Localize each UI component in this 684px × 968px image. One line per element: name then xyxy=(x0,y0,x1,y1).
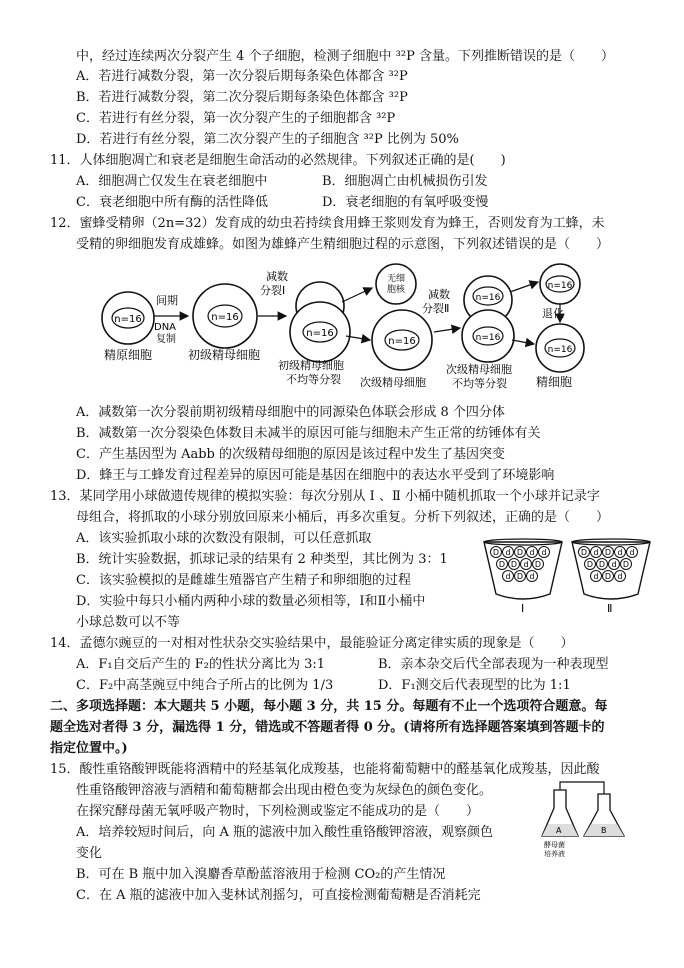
culture-label-b: 培养液 xyxy=(544,850,565,858)
flask-b-label: B xyxy=(601,826,607,835)
ball-letter: D xyxy=(498,560,506,569)
q12-stem-line1: 12．蜜蜂受精卵（2n=32）发育成的幼虫若持续食用蜂王浆则发育为蜂王，否则发育为工蜂，未 xyxy=(50,216,605,231)
cell-label: n=16 xyxy=(211,312,239,323)
q15-option-a-line2: 变化 xyxy=(76,846,103,861)
q10-stem: 中，经过连续两次分裂产生 4 个子细胞，检测子细胞中 ³²P 含量。下列推断错误的是（ ） xyxy=(76,49,614,64)
q12-option-a: A．减数第一次分裂前期初级精母细胞中的同源染色体联会形成 8 个四分体 xyxy=(76,405,505,420)
q15-stem-line3: 在探究酵母菌无氧呼吸产物时，下列检测或鉴定不能成功的是（ ） xyxy=(76,804,480,819)
q11-option-d: D．衰老细胞的有氧呼吸变慢 xyxy=(322,195,489,210)
arrow-meiosis2 xyxy=(434,328,460,332)
bucket-2-label: Ⅱ xyxy=(607,602,613,614)
q11-option-a: A．细胞凋亡仅发生在衰老细胞中 xyxy=(76,174,268,189)
q10-option-a: A．若进行减数分裂，第一次分裂后期每条染色体都含 ³²P xyxy=(76,69,408,84)
dividing-primary-cell xyxy=(290,282,350,362)
label-primary-unequal-a: 初级精母细胞 xyxy=(278,359,344,372)
q14-option-d: D．F₁测交后代表现型的比为 1:1 xyxy=(378,678,571,693)
primary-spermatocyte-cell xyxy=(193,284,257,348)
q14-option-c: C．F₂中高茎豌豆中纯合子所占的比例为 1/3 xyxy=(76,678,334,693)
label-secondary-unequal-a: 次级精母细胞 xyxy=(446,363,512,376)
cell-label: n=16 xyxy=(306,328,334,339)
q12-option-c: C．产生基因型为 Aabb 的次级精母细胞的原因是该过程中发生了基因突变 xyxy=(76,447,505,462)
q11-option-b: B．细胞凋亡由机械损伤引发 xyxy=(322,174,488,189)
flask-a-label: A xyxy=(556,826,562,835)
ball-letter: D xyxy=(516,572,524,581)
flask-a xyxy=(542,790,578,836)
flasks-figure xyxy=(534,780,644,862)
ball-letter: D xyxy=(604,548,612,557)
ball-letter: d xyxy=(617,548,623,557)
cell-label: n=16 xyxy=(475,333,501,343)
culture-label-a: 酵母菌 xyxy=(544,841,565,849)
balls xyxy=(491,547,638,582)
q13-stem-line1: 13．某同学用小球做遗传规律的模拟实验：每次分别从 Ⅰ 、Ⅱ 小桶中随机抓取一个小球并记录字 xyxy=(50,489,600,504)
q13-option-a: A．该实验抓取小球的次数没有限制，可以任意抓取 xyxy=(76,531,372,546)
flask-b xyxy=(584,794,624,836)
arrow-to-sperm xyxy=(512,340,534,344)
label-meiosis2-b: 分裂Ⅱ xyxy=(422,302,450,315)
cell-label: n=16 xyxy=(547,345,573,355)
q11-option-c: C．衰老细胞中所有酶的活性降低 xyxy=(76,195,268,210)
label-dna: DNA xyxy=(154,322,177,333)
label-degenerate: 退化 xyxy=(542,307,564,320)
q10-option-b: B．若进行减数分裂，第二次分裂后期每条染色体都含 ³²P xyxy=(76,90,408,105)
buckets-figure xyxy=(480,538,656,614)
ball-letter: d xyxy=(505,548,511,557)
arrow-to-anuclear xyxy=(342,288,372,302)
ball-letter: d xyxy=(629,548,635,557)
q13-option-d-line2: 小球总数可以不等 xyxy=(76,615,181,630)
section2-line2: 题全选对者得 3 分，漏选得 1 分，错选或不答题者得 0 分。(请将所有选择题答案填到答题卡的 xyxy=(50,720,605,735)
ball-letter: D xyxy=(510,560,518,569)
q14-option-b: B．亲本杂交后代全部表现为一种表现型 xyxy=(378,657,609,672)
q11-stem: 11．人体细胞凋亡和衰老是细胞生命活动的必然规律。下列叙述正确的是( ) xyxy=(50,153,506,168)
cell-label: n=16 xyxy=(475,293,501,303)
label-sperm: 精细胞 xyxy=(536,375,573,389)
label-anuclear-a: 无细 xyxy=(386,274,406,284)
ball-letter: D xyxy=(492,548,500,557)
q13-stem-line2: 母组合，将抓取的小球分别放回原来小桶后，再多次重复。分析下列叙述，正确的是（ ） xyxy=(76,510,610,525)
label-replication: 复制 xyxy=(156,334,176,345)
ball-letter: d xyxy=(541,548,547,557)
ball-letter: d xyxy=(611,560,617,569)
spermatogonium-cell xyxy=(102,292,154,344)
dividing-secondary-cell xyxy=(462,276,514,362)
ball-letter: d xyxy=(529,548,535,557)
label-interphase: 间期 xyxy=(156,294,178,307)
ball-letter: D xyxy=(604,572,612,581)
ball-letter: d xyxy=(593,572,599,581)
ball-letter: d xyxy=(523,560,529,569)
q10-option-c: C．若进行有丝分裂，第一次分裂产生的子细胞都含 ³²P xyxy=(76,111,396,126)
label-anuclear-b: 胞核 xyxy=(386,285,406,295)
ball-letter: D xyxy=(580,548,588,557)
label-secondary: 次级精母细胞 xyxy=(360,376,426,389)
ball-letter: D xyxy=(598,560,606,569)
bucket-1-label: Ⅰ xyxy=(521,602,525,614)
q15-option-a-line1: A．培养较短时间后，向 A 瓶的滤液中加入酸性重铬酸钾溶液，观察颜色 xyxy=(76,825,494,840)
spermatogenesis-diagram xyxy=(90,262,590,398)
arrow-to-degenerate xyxy=(510,282,538,292)
q12-option-b: B．减数第一次分裂染色体数目未减半的原因可能与细胞未产生正常的纺锤体有关 xyxy=(76,426,541,441)
q12-option-d: D．蜂王与工蜂发育过程差异的原因可能是基因在细胞中的表达水平受到了环境影响 xyxy=(76,468,555,483)
ball-letter: D xyxy=(534,560,542,569)
anucleate-cell xyxy=(376,264,416,304)
section2-line3: 指定位置中。) xyxy=(50,741,128,756)
q15-option-c: C．在 A 瓶的滤液中加入斐林试剂摇匀，可直接检测葡萄糖是否消耗完 xyxy=(76,888,481,903)
q13-option-d-line1: D．实验中每只小桶内两种小球的数量必须相等，Ⅰ和Ⅱ小桶中 xyxy=(76,594,426,609)
q14-stem: 14．孟德尔豌豆的一对相对性状杂交实验结果中，最能验证分离定律实质的现象是（ ） xyxy=(50,636,574,651)
q15-stem-line1: 15．酸性重铬酸钾既能将酒精中的羟基氧化成羧基，也能将葡萄糖中的醛基氧化成羧基，因此酸 xyxy=(50,762,600,777)
cell-label: n=16 xyxy=(547,281,573,291)
q15-option-b: B．可在 B 瓶中加入溴麝香草酚蓝溶液用于检测 CO₂的产生情况 xyxy=(76,867,446,882)
label-primary: 初级精母细胞 xyxy=(188,348,261,362)
label-secondary-unequal-b: 不均等分裂 xyxy=(452,377,507,390)
label-primary-unequal-b: 不均等分裂 xyxy=(286,373,341,386)
q13-option-c: C．该实验模拟的是雌雄生殖器官产生精子和卵细胞的过程 xyxy=(76,573,411,588)
section2-line1: 二、多项选择题：本大题共 5 小题，每小题 3 分，共 15 分。每题有不止一个选项符合题意。每 xyxy=(50,699,608,714)
q15-stem-line2: 性重铬酸钾溶液与酒精和葡萄糖都会出现由橙色变为灰绿色的颜色变化。 xyxy=(76,783,493,798)
ball-letter: d xyxy=(505,572,511,581)
label-meiosis2-a: 减数 xyxy=(428,288,450,301)
cell-label: n=16 xyxy=(388,336,416,347)
label-spermatogonium: 精原细胞 xyxy=(104,348,153,362)
label-meiosis1-b: 分裂Ⅰ xyxy=(260,284,286,297)
ball-letter: D xyxy=(586,560,594,569)
ball-letter: d xyxy=(593,548,599,557)
q10-option-d: D．若进行有丝分裂，第二次分裂产生的子细胞含 ³²P 比例为 50% xyxy=(76,132,459,147)
secondary-spermatocyte-cell xyxy=(372,310,432,370)
label-meiosis1-a: 减数 xyxy=(266,270,288,283)
q12-stem-line2: 受精的卵细胞发育成雄蜂。如图为雄蜂产生精细胞过程的示意图，下列叙述错误的是（ ） xyxy=(76,237,610,252)
sperm-cell xyxy=(536,324,584,372)
q13-option-b: B．统计实验数据，抓球记录的结果有 2 种类型，其比例为 3：1 xyxy=(76,552,448,567)
degenerate-cell xyxy=(540,264,580,304)
cell-label: n=16 xyxy=(114,314,142,325)
ball-letter: d xyxy=(529,572,535,581)
ball-letter: d xyxy=(617,572,623,581)
ball-letter: D xyxy=(622,560,630,569)
ball-letter: D xyxy=(516,548,524,557)
q14-option-a: A．F₁自交后产生的 F₂的性状分离比为 3:1 xyxy=(76,657,326,672)
